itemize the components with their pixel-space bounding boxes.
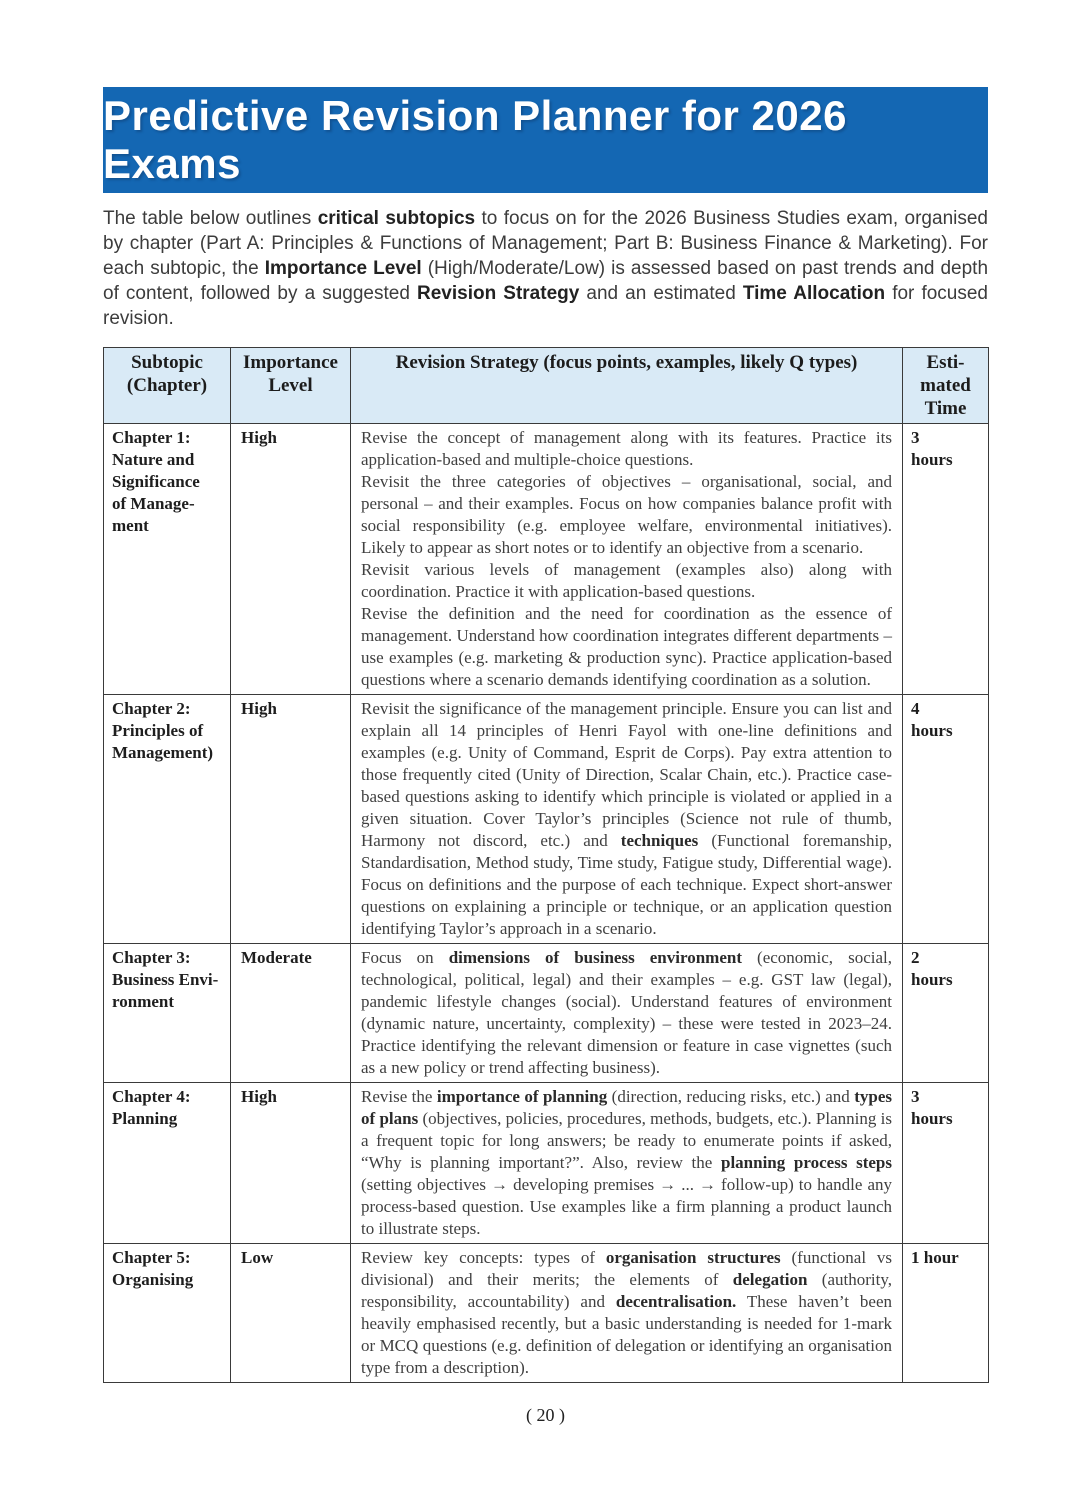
subtopic-cell <box>104 695 231 944</box>
strategy-text: Revise the definition and the need for coordination as the essence of management. Understand how coordination integrates different departments – use examples (e.g. marketing & production sync). Practice application-based questions where a scenario demands identifying coordination as a solution. <box>361 604 892 689</box>
subtopic-line: Chapter 1: <box>112 428 191 447</box>
time-cell <box>903 944 989 1083</box>
column-header-time <box>903 348 989 424</box>
strategy-cell <box>351 944 903 1083</box>
subtopic-line: Business Envi- <box>112 970 219 989</box>
strategy-text: Revisit the three categories of objectives – organisational, social, and personal – and their examples. Focus on how companies balance profit with social responsibility (e.g. employee welfare, environmental initiatives). Likely to appear as short notes or to identify an objective from a scenario. <box>361 472 892 557</box>
strategy-cell <box>351 1083 903 1244</box>
strategy-bold-text: dimensions of business environment <box>448 948 742 967</box>
subtopic-line: of Manage- <box>112 494 195 513</box>
subtopic-line: Chapter 3: <box>112 948 191 967</box>
strategy-bold-text: planning process steps <box>720 1153 892 1172</box>
strategy-paragraph <box>361 698 892 940</box>
strategy-paragraph <box>361 947 892 1079</box>
importance-cell: Low <box>231 1244 351 1383</box>
column-header-line: Esti- <box>926 352 965 373</box>
subtopic-line: Organising <box>112 1270 194 1289</box>
intro-bold-text: Revision Strategy <box>417 283 580 304</box>
time-line: hours <box>911 1109 953 1128</box>
time-line: 3 <box>911 428 920 447</box>
intro-text: for focused revision. <box>103 283 989 329</box>
importance-cell: High <box>231 424 351 695</box>
subtopic-line: Chapter 2: <box>112 699 191 718</box>
strategy-paragraph <box>361 1086 892 1240</box>
column-header-line: Level <box>268 375 313 396</box>
intro-text: and an estimated <box>579 283 743 304</box>
column-header-strategy <box>351 348 903 424</box>
strategy-bold-text: organisation structures <box>605 1248 781 1267</box>
subtopic-line: Chapter 4: <box>112 1087 191 1106</box>
strategy-text: Revise the <box>361 1087 437 1106</box>
column-header-line: Subtopic <box>131 352 203 373</box>
column-header-subtopic <box>104 348 231 424</box>
strategy-text: Review key concepts: types of <box>361 1248 606 1267</box>
intro-text: (High/Moderate/Low) is assessed based on past trends and depth of content, followed by a suggested <box>103 258 989 304</box>
strategy-text: (economic, social, technological, political, legal) and their examples – e.g. GST law (legal), pandemic lifestyle changes (social). Understand features of environment (dynamic nature, uncertainty, complexity) – these were tested in 2023–24. Practice identifying the relevant dimension or feature in case vignettes (such as a new policy or trend affecting business). <box>361 948 892 1077</box>
time-line: hours <box>911 721 953 740</box>
time-line: 3 <box>911 1087 920 1106</box>
time-line: hours <box>911 970 953 989</box>
column-header-importance <box>231 348 351 424</box>
table-row <box>104 695 989 944</box>
strategy-text: (authority, responsibility, accountability) and <box>361 1270 892 1311</box>
revision-planner-table <box>103 347 989 1383</box>
strategy-bold-text: importance of planning <box>436 1087 608 1106</box>
time-cell <box>903 695 989 944</box>
strategy-bold-text: decentralisation. <box>615 1292 737 1311</box>
intro-bold-text: critical subtopics <box>317 208 476 229</box>
importance-cell: Moderate <box>231 944 351 1083</box>
subtopic-line: ment <box>112 516 149 535</box>
page-banner <box>103 87 988 193</box>
time-line: 2 <box>911 948 920 967</box>
strategy-text: Revisit various levels of management (examples also) along with coordination. Practice it with application-based questions. <box>361 560 892 601</box>
subtopic-line: Principles of <box>112 721 204 740</box>
table-header <box>104 348 989 424</box>
strategy-text: (setting objectives → developing premises → ... → follow-up) to handle any process-based question. Use examples like a firm planning a product launch to illustrate steps. <box>361 1175 892 1238</box>
strategy-text: (objectives, policies, procedures, methods, budgets, etc.). Planning is a frequent topic for long answers; be ready to enumerate points if asked, “Why is planning important?”. Also, review the <box>361 1109 892 1172</box>
strategy-text: Focus on <box>361 948 449 967</box>
time-line: 1 hour <box>911 1248 959 1267</box>
strategy-paragraph <box>361 603 892 691</box>
subtopic-line: ronment <box>112 992 175 1011</box>
strategy-text: Revisit the significance of the management principle. Ensure you can list and explain all 14 principles of Henri Fayol with one-line definitions and examples (e.g. Unity of Command, Esprit de Corps). Pay extra attention to those frequently cited (Unity of Direction, Scalar Chain, etc.). Practice case-based questions asking to identify which principle is violated or applied in a given situation. Cover Taylor’s principles (Science not rule of thumb, Harmony not discord, etc.) and <box>361 699 892 850</box>
time-line: hours <box>911 450 953 469</box>
strategy-text: (direction, reducing risks, etc.) and <box>607 1087 855 1106</box>
strategy-paragraph <box>361 471 892 559</box>
table-row <box>104 424 989 695</box>
page-number: ( 20 ) <box>526 1405 565 1425</box>
time-cell <box>903 424 989 695</box>
table-header-row <box>104 348 989 424</box>
subtopic-line: Management) <box>112 743 214 762</box>
document-page <box>103 0 988 1426</box>
subtopic-cell <box>104 1244 231 1383</box>
strategy-text: (Functional foremanship, Standardisation, Method study, Time study, Fatigue study, Differential wage). Focus on definitions and the purpose of each technique. Expect short-answer questions on explaining a principle or technique, or an application question identifying Taylor’s approach in a scenario. <box>361 831 892 938</box>
time-cell <box>903 1244 989 1383</box>
column-header-line: Time <box>924 398 967 419</box>
subtopic-line: Significance <box>112 472 200 491</box>
strategy-cell <box>351 424 903 695</box>
strategy-cell <box>351 695 903 944</box>
subtopic-cell <box>104 1083 231 1244</box>
strategy-text: Revise the concept of management along with its features. Practice its application-based and multiple-choice questions. <box>361 428 892 469</box>
strategy-bold-text: types of plans <box>361 1087 892 1128</box>
intro-bold-text: Importance Level <box>264 258 422 279</box>
strategy-paragraph <box>361 559 892 603</box>
column-header-line: mated <box>920 375 971 396</box>
column-header-line: (Chapter) <box>126 375 208 396</box>
table-row <box>104 944 989 1083</box>
strategy-paragraph <box>361 1247 892 1379</box>
time-cell <box>903 1083 989 1244</box>
strategy-cell <box>351 1244 903 1383</box>
intro-text: The table below outlines <box>103 208 318 229</box>
subtopic-cell <box>104 424 231 695</box>
strategy-bold-text: techniques <box>620 831 699 850</box>
intro-text: to focus on for the 2026 Business Studies exam, organised by chapter (Part A: Principles & Functions of Management; Part B: Business Finance & Marketing). For each subtopic, the <box>103 208 988 279</box>
table-row <box>104 1083 989 1244</box>
subtopic-line: Chapter 5: <box>112 1248 191 1267</box>
strategy-bold-text: delegation <box>732 1270 808 1289</box>
subtopic-cell <box>104 944 231 1083</box>
column-header-line: Importance <box>243 352 338 373</box>
strategy-paragraph <box>361 427 892 471</box>
importance-cell: High <box>231 1083 351 1244</box>
intro-bold-text: Time Allocation <box>742 283 886 304</box>
importance-cell: High <box>231 695 351 944</box>
strategy-text: (functional vs divisional) and their merits; the elements of <box>361 1248 893 1289</box>
table-body <box>104 424 989 1383</box>
subtopic-line: Nature and <box>112 450 195 469</box>
time-line: 4 <box>911 699 920 718</box>
column-header-line: Revision Strategy (focus points, examples, likely Q types) <box>395 352 858 373</box>
intro-paragraph <box>103 206 988 331</box>
strategy-text: These haven’t been heavily emphasised recently, but a basic understanding is needed for 1-mark or MCQ questions (e.g. definition of delegation or identifying an organisation type from a description). <box>361 1292 892 1377</box>
table-row <box>104 1244 989 1383</box>
subtopic-line: Planning <box>112 1109 178 1128</box>
page-title: Predictive Revision Planner for 2026 Exams <box>103 92 847 187</box>
